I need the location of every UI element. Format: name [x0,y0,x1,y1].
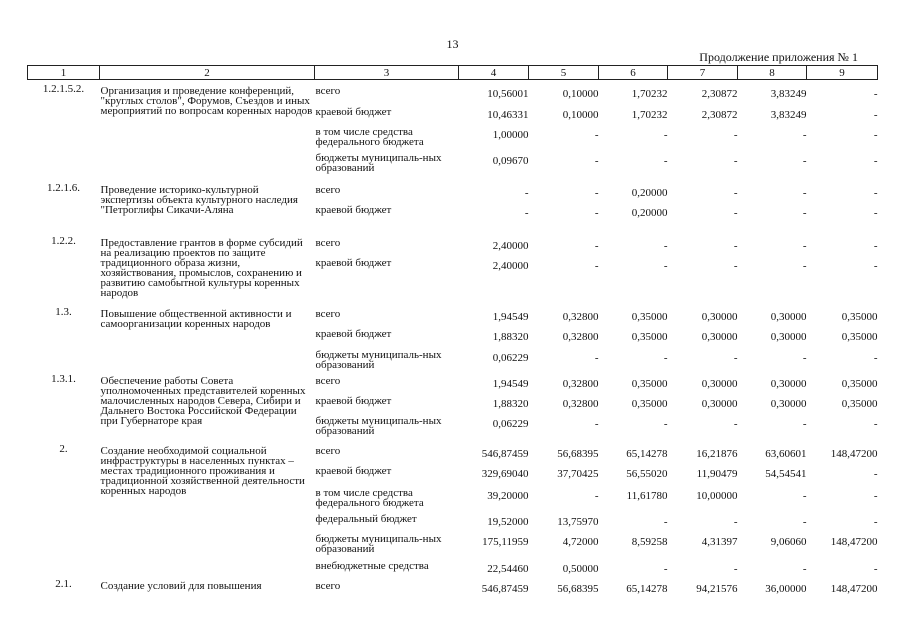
value-cell: 0,06229 [492,351,529,364]
row-name: Создание необходимой социальной инфраструктуры в населенных пунктах – местах традиционного проживания и традиционной хозяйственной деятельности коренных народов [100,444,305,497]
value-cell: - [802,206,807,219]
value-cell: - [733,417,738,430]
funding-source: всего [315,236,341,249]
funding-source: в том числе средства федерального бюджета [315,125,424,148]
table-row [28,370,878,390]
value-cell: 1,00000 [492,128,529,141]
value-cell: 3,83249 [770,108,807,121]
table-row [28,575,878,597]
table-row [28,303,878,323]
col-header: 5 [529,66,599,80]
value-cell: - [733,186,738,199]
row-name: Создание условий для повышения [100,579,262,592]
value-cell: 0,30000 [770,330,807,343]
value-cell: - [594,259,599,272]
col-header: 9 [807,66,878,80]
value-cell: 546,87459 [481,582,529,595]
col-header: 4 [459,66,529,80]
value-cell: - [802,562,807,575]
value-cell: - [802,128,807,141]
funding-source: бюджеты муниципаль-ных образований [315,414,442,437]
value-cell: - [594,417,599,430]
value-cell: 0,35000 [841,377,878,390]
value-cell: - [802,239,807,252]
value-cell: 0,35000 [631,377,668,390]
value-cell: - [524,206,529,219]
value-cell: 3,83249 [770,88,807,100]
header-row [28,66,878,80]
value-cell: - [733,206,738,219]
value-cell: - [594,489,599,502]
value-cell: - [594,206,599,219]
value-cell: 329,69040 [481,467,529,480]
value-cell: 65,14278 [626,447,668,460]
funding-source: краевой бюджет [315,327,392,340]
value-cell: - [873,562,878,575]
value-cell: 8,59258 [631,535,668,548]
value-cell: 1,94549 [492,377,529,390]
value-cell: - [594,154,599,167]
value-cell: 1,88320 [492,397,529,410]
value-cell: 175,11959 [482,535,529,548]
value-cell: 54,54541 [765,467,807,480]
value-cell: - [873,186,878,199]
value-cell: - [873,108,878,121]
value-cell: - [733,515,738,528]
value-cell: - [733,562,738,575]
value-cell: - [594,186,599,199]
value-cell: 0,30000 [701,397,738,410]
value-cell: 0,50000 [562,562,599,575]
value-cell: 2,30872 [701,108,738,121]
row-name: Обеспечение работы Совета уполномоченных представителей коренных малочисленных народов Севера, Сибири и Дальнего Востока Российской Федерации при Губернаторе края [100,374,306,427]
value-cell: - [873,515,878,528]
value-cell: 2,40000 [492,259,529,272]
value-cell: 0,35000 [841,330,878,343]
value-cell: 13,75970 [557,515,599,528]
value-cell: - [733,128,738,141]
value-cell: 94,21576 [696,582,738,595]
funding-source: краевой бюджет [315,256,392,269]
value-cell: 56,68395 [557,582,599,595]
value-cell: 2,40000 [492,239,529,252]
value-cell: 2,30872 [701,88,738,100]
value-cell: 1,70232 [631,108,668,121]
table-row [28,80,878,101]
value-cell: - [733,154,738,167]
value-cell: - [873,489,878,502]
col-header: 6 [599,66,668,80]
value-cell: - [594,351,599,364]
col-header: 7 [668,66,738,80]
value-cell: 148,47200 [830,582,878,595]
value-cell: 36,00000 [765,582,807,595]
value-cell: - [663,417,668,430]
row-code: 1.2.1.5.2. [42,83,85,95]
funding-source: всего [315,85,341,97]
value-cell: - [873,351,878,364]
value-cell: - [733,351,738,364]
row-code: 2. [59,442,68,455]
funding-source: федеральный бюджет [315,512,417,525]
value-cell: 11,61780 [626,489,668,502]
funding-source: краевой бюджет [315,203,392,216]
value-cell: 0,32800 [562,310,599,323]
value-cell: 0,09670 [492,154,529,167]
value-cell: - [524,186,529,199]
value-cell: 0,32800 [562,397,599,410]
value-cell: - [802,259,807,272]
value-cell: 9,06060 [770,535,807,548]
row-code: 1.3.1. [51,372,76,385]
value-cell: 148,47200 [830,447,878,460]
row-name: Проведение историко-культурной экспертизы объекта культурного наследия "Петроглифы Сикачи-Аляна [100,183,298,216]
funding-source: бюджеты муниципаль-ных образований [315,348,442,371]
value-cell: - [802,351,807,364]
value-cell: 0,30000 [770,377,807,390]
value-cell: - [594,128,599,141]
value-cell: 0,20000 [631,206,668,219]
value-cell: 0,30000 [770,397,807,410]
funding-source: внебюджетные средства [315,559,429,572]
value-cell: - [733,239,738,252]
col-header: 3 [315,66,459,80]
value-cell: 546,87459 [481,447,529,460]
value-cell: - [873,128,878,141]
value-cell: 10,56001 [487,88,529,100]
value-cell: - [733,259,738,272]
value-cell: 0,30000 [770,310,807,323]
value-cell: 22,54460 [487,562,529,575]
funding-source: краевой бюджет [315,394,392,407]
value-cell: - [873,239,878,252]
col-header: 2 [100,66,315,80]
funding-source: всего [315,444,341,457]
value-cell: 0,35000 [841,310,878,323]
value-cell: - [802,417,807,430]
value-cell: 65,14278 [626,582,668,595]
value-cell: 0,35000 [841,397,878,410]
value-cell: 37,70425 [557,467,599,480]
funding-source: всего [315,579,341,592]
row-name: Организация и проведение конференций, "круглых столов", Форумов, Съездов и иных мероприятий по вопросам коренных народов [100,85,313,117]
value-cell: 0,32800 [562,330,599,343]
value-cell: - [802,489,807,502]
row-name: Предоставление грантов в форме субсидий на реализацию проектов по защите традиционного образа жизни, хозяйствования, промыслов, сохранению и развитию самобытной культуры коренных народов [100,236,303,299]
value-cell: 0,30000 [701,310,738,323]
row-name: Повышение общественной активности и самоорганизации коренных народов [100,307,292,330]
value-cell: - [663,259,668,272]
value-cell: 4,31397 [701,535,738,548]
value-cell: 0,30000 [701,330,738,343]
value-cell: - [663,351,668,364]
value-cell: 1,94549 [492,310,529,323]
value-cell: - [663,515,668,528]
value-cell: 0,35000 [631,330,668,343]
funding-source: краевой бюджет [315,464,392,477]
value-cell: 10,46331 [487,108,529,121]
value-cell: 0,35000 [631,397,668,410]
value-cell: - [873,417,878,430]
row-code: 1.3. [55,305,72,318]
value-cell: 0,32800 [562,377,599,390]
value-cell: 0,10000 [562,88,599,100]
funding-source: всего [315,183,341,196]
appendix-table [27,65,878,597]
value-cell: 10,00000 [696,489,738,502]
value-cell: - [802,515,807,528]
value-cell: - [663,128,668,141]
funding-source: краевой бюджет [315,105,392,118]
continuation-label: Продолжение приложения № 1 [699,50,858,64]
value-cell: 39,20000 [487,489,529,502]
value-cell: - [802,186,807,199]
funding-source: всего [315,374,341,387]
value-cell: - [873,259,878,272]
value-cell: 0,30000 [701,377,738,390]
table-row [28,179,878,199]
funding-source: в том числе средства федерального бюджета [315,486,424,509]
row-code: 1.2.1.6. [47,181,80,194]
row-code: 1.2.2. [51,234,76,247]
value-cell: 56,55020 [626,467,668,480]
value-cell: 0,06229 [492,417,529,430]
col-header: 1 [28,66,100,80]
table-row [28,440,878,460]
value-cell: 0,10000 [562,108,599,121]
col-header: 8 [738,66,807,80]
value-cell: 11,90479 [696,467,738,480]
value-cell: 56,68395 [557,447,599,460]
value-cell: 0,20000 [631,186,668,199]
value-cell: - [802,154,807,167]
value-cell: - [873,206,878,219]
funding-source: бюджеты муниципаль-ных образований [315,151,442,174]
value-cell: - [663,154,668,167]
value-cell: - [594,239,599,252]
value-cell: 16,21876 [696,447,738,460]
value-cell: - [663,562,668,575]
value-cell: 4,72000 [562,535,599,548]
value-cell: - [873,467,878,480]
value-cell: - [873,154,878,167]
value-cell: 1,70232 [631,88,668,100]
page-number: 13 [446,37,459,51]
funding-source: бюджеты муниципаль-ных образований [315,532,442,555]
table-row [28,232,878,252]
value-cell: 0,35000 [631,310,668,323]
value-cell: - [873,88,878,100]
value-cell: 19,52000 [487,515,529,528]
row-code: 2.1. [55,577,72,590]
value-cell: 63,60601 [765,447,807,460]
value-cell: 1,88320 [492,330,529,343]
funding-source: всего [315,307,341,320]
value-cell: - [663,239,668,252]
value-cell: 148,47200 [830,535,878,548]
